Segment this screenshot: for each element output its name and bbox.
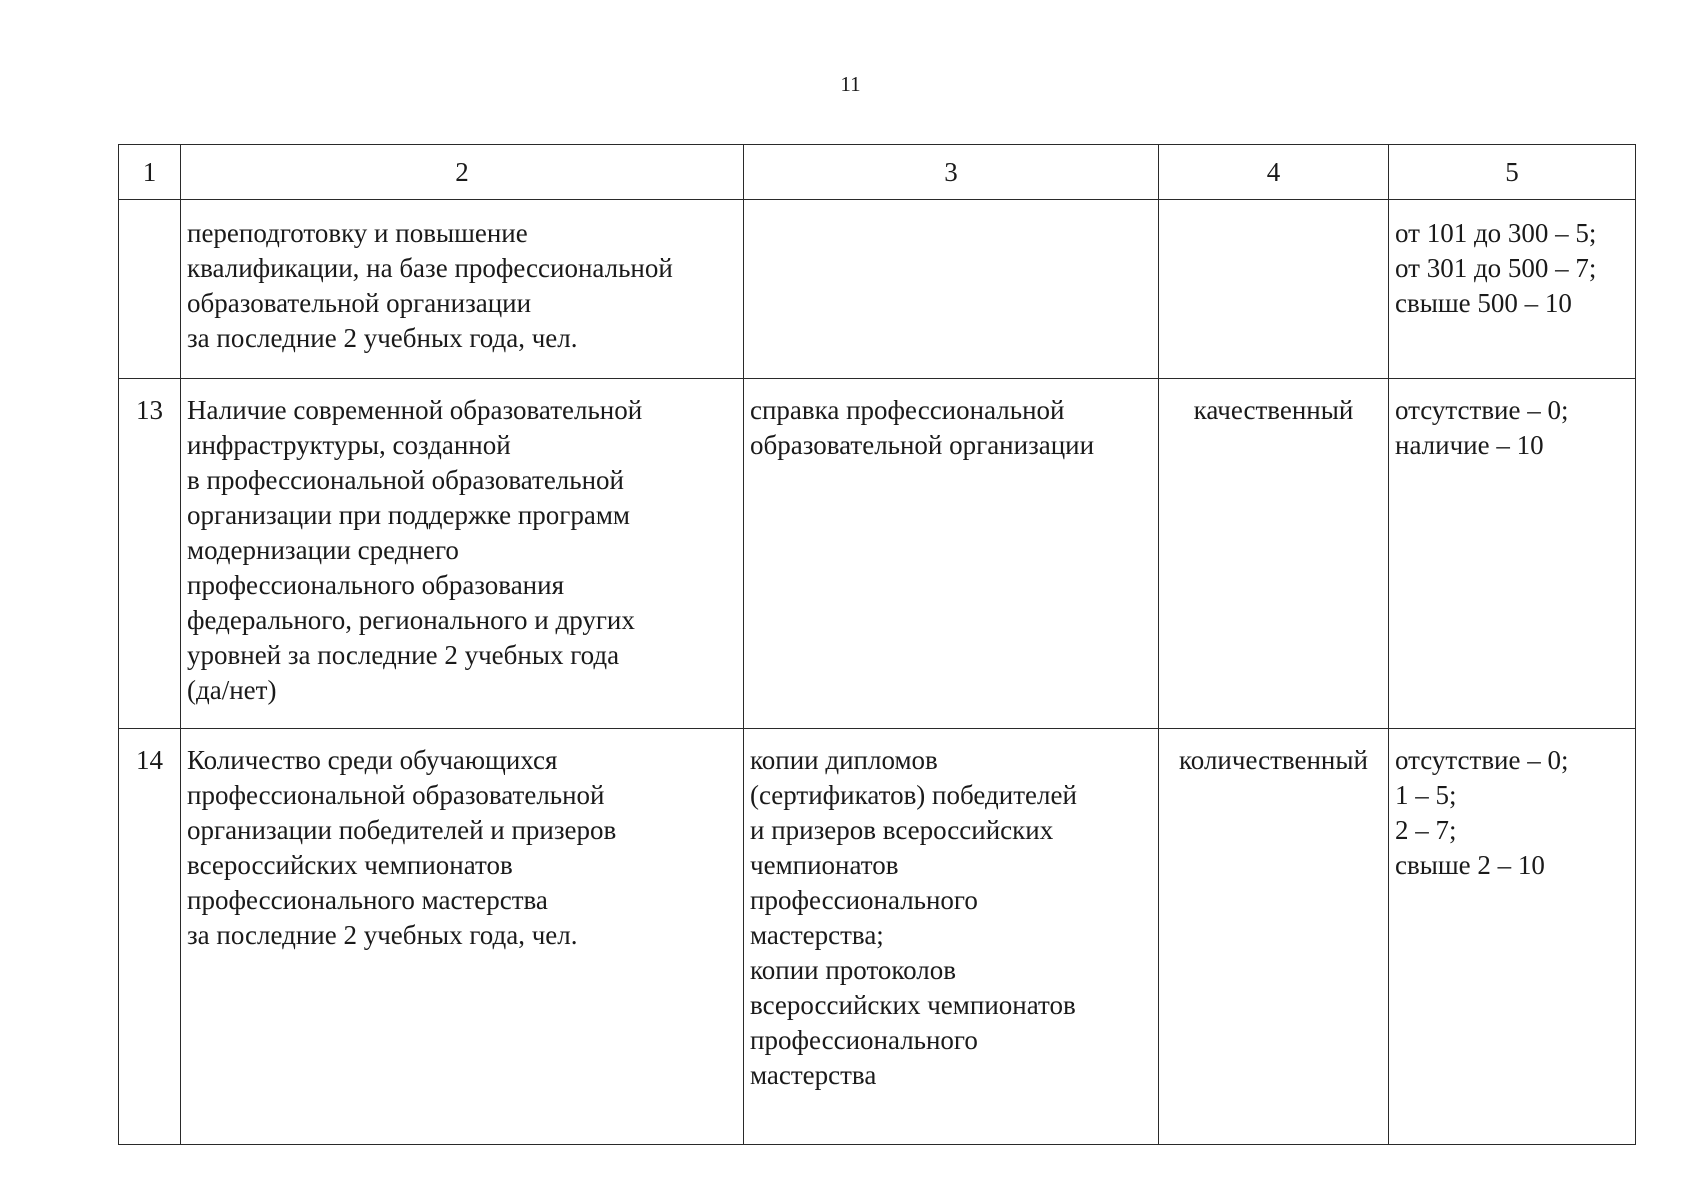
source-line: чемпионатов <box>750 850 899 880</box>
column-header-5: 5 <box>1389 145 1636 200</box>
row-number <box>119 200 181 379</box>
source-line: копии дипломов <box>750 745 938 775</box>
source-cell <box>744 729 1159 1145</box>
indicator-line: за последние 2 учебных года, чел. <box>187 323 578 353</box>
score-line: от 101 до 300 – 5; <box>1395 218 1597 248</box>
score-line: отсутствие – 0; <box>1395 745 1569 775</box>
score-line: свыше 500 – 10 <box>1395 288 1572 318</box>
source-cell <box>744 379 1159 729</box>
indicator-line: организации при поддержке программ <box>187 500 630 530</box>
source-line: образовательной организации <box>750 430 1095 460</box>
column-header-1: 1 <box>119 145 181 200</box>
indicator-line: (да/нет) <box>187 675 277 705</box>
table-row-13 <box>119 379 1636 729</box>
column-header-3: 3 <box>744 145 1159 200</box>
indicator-line: в профессиональной образовательной <box>187 465 624 495</box>
indicator-line: всероссийских чемпионатов <box>187 850 513 880</box>
source-line: копии протоколов <box>750 955 956 985</box>
type-cell <box>1159 200 1389 379</box>
source-line: и призеров всероссийских <box>750 815 1054 845</box>
indicator-cell <box>181 729 744 1145</box>
source-line: мастерства <box>750 1060 877 1090</box>
indicator-line: профессионального мастерства <box>187 885 548 915</box>
source-line: профессионального <box>750 885 978 915</box>
row-number: 13 <box>119 379 181 729</box>
indicator-line: переподготовку и повышение <box>187 218 528 248</box>
criteria-table <box>118 144 1636 1145</box>
table-row-14 <box>119 729 1636 1145</box>
indicator-line: Наличие современной образовательной <box>187 395 643 425</box>
source-cell <box>744 200 1159 379</box>
indicator-line: организации победителей и призеров <box>187 815 617 845</box>
indicator-line: уровней за последние 2 учебных года <box>187 640 620 670</box>
indicator-line: образовательной организации <box>187 288 532 318</box>
indicator-cell <box>181 379 744 729</box>
indicator-line: модернизации среднего <box>187 535 459 565</box>
indicator-line: профессионального образования <box>187 570 564 600</box>
source-line: (сертификатов) победителей <box>750 780 1077 810</box>
score-line: наличие – 10 <box>1395 430 1544 460</box>
source-line: мастерства; <box>750 920 884 950</box>
page-number: 11 <box>840 72 861 96</box>
table-header-row <box>119 145 1636 200</box>
indicator-line: Количество среди обучающихся <box>187 745 558 775</box>
column-header-2: 2 <box>181 145 744 200</box>
indicator-line: профессиональной образовательной <box>187 780 605 810</box>
score-line: от 301 до 500 – 7; <box>1395 253 1597 283</box>
row-number: 14 <box>119 729 181 1145</box>
indicator-cell <box>181 200 744 379</box>
scores-cell <box>1389 729 1636 1145</box>
indicator-line: инфраструктуры, созданной <box>187 430 511 460</box>
score-line: 1 – 5; <box>1395 780 1457 810</box>
type-cell: качественный <box>1159 379 1389 729</box>
score-line: свыше 2 – 10 <box>1395 850 1545 880</box>
source-line: всероссийских чемпионатов <box>750 990 1076 1020</box>
indicator-line: за последние 2 учебных года, чел. <box>187 920 578 950</box>
indicator-line: федерального, регионального и других <box>187 605 635 635</box>
type-cell: количественный <box>1159 729 1389 1145</box>
scores-cell <box>1389 379 1636 729</box>
table-row-continued <box>119 200 1636 379</box>
source-line: профессионального <box>750 1025 978 1055</box>
scores-cell <box>1389 200 1636 379</box>
source-line: справка профессиональной <box>750 395 1065 425</box>
column-header-4: 4 <box>1159 145 1389 200</box>
score-line: 2 – 7; <box>1395 815 1457 845</box>
indicator-line: квалификации, на базе профессиональной <box>187 253 673 283</box>
score-line: отсутствие – 0; <box>1395 395 1569 425</box>
